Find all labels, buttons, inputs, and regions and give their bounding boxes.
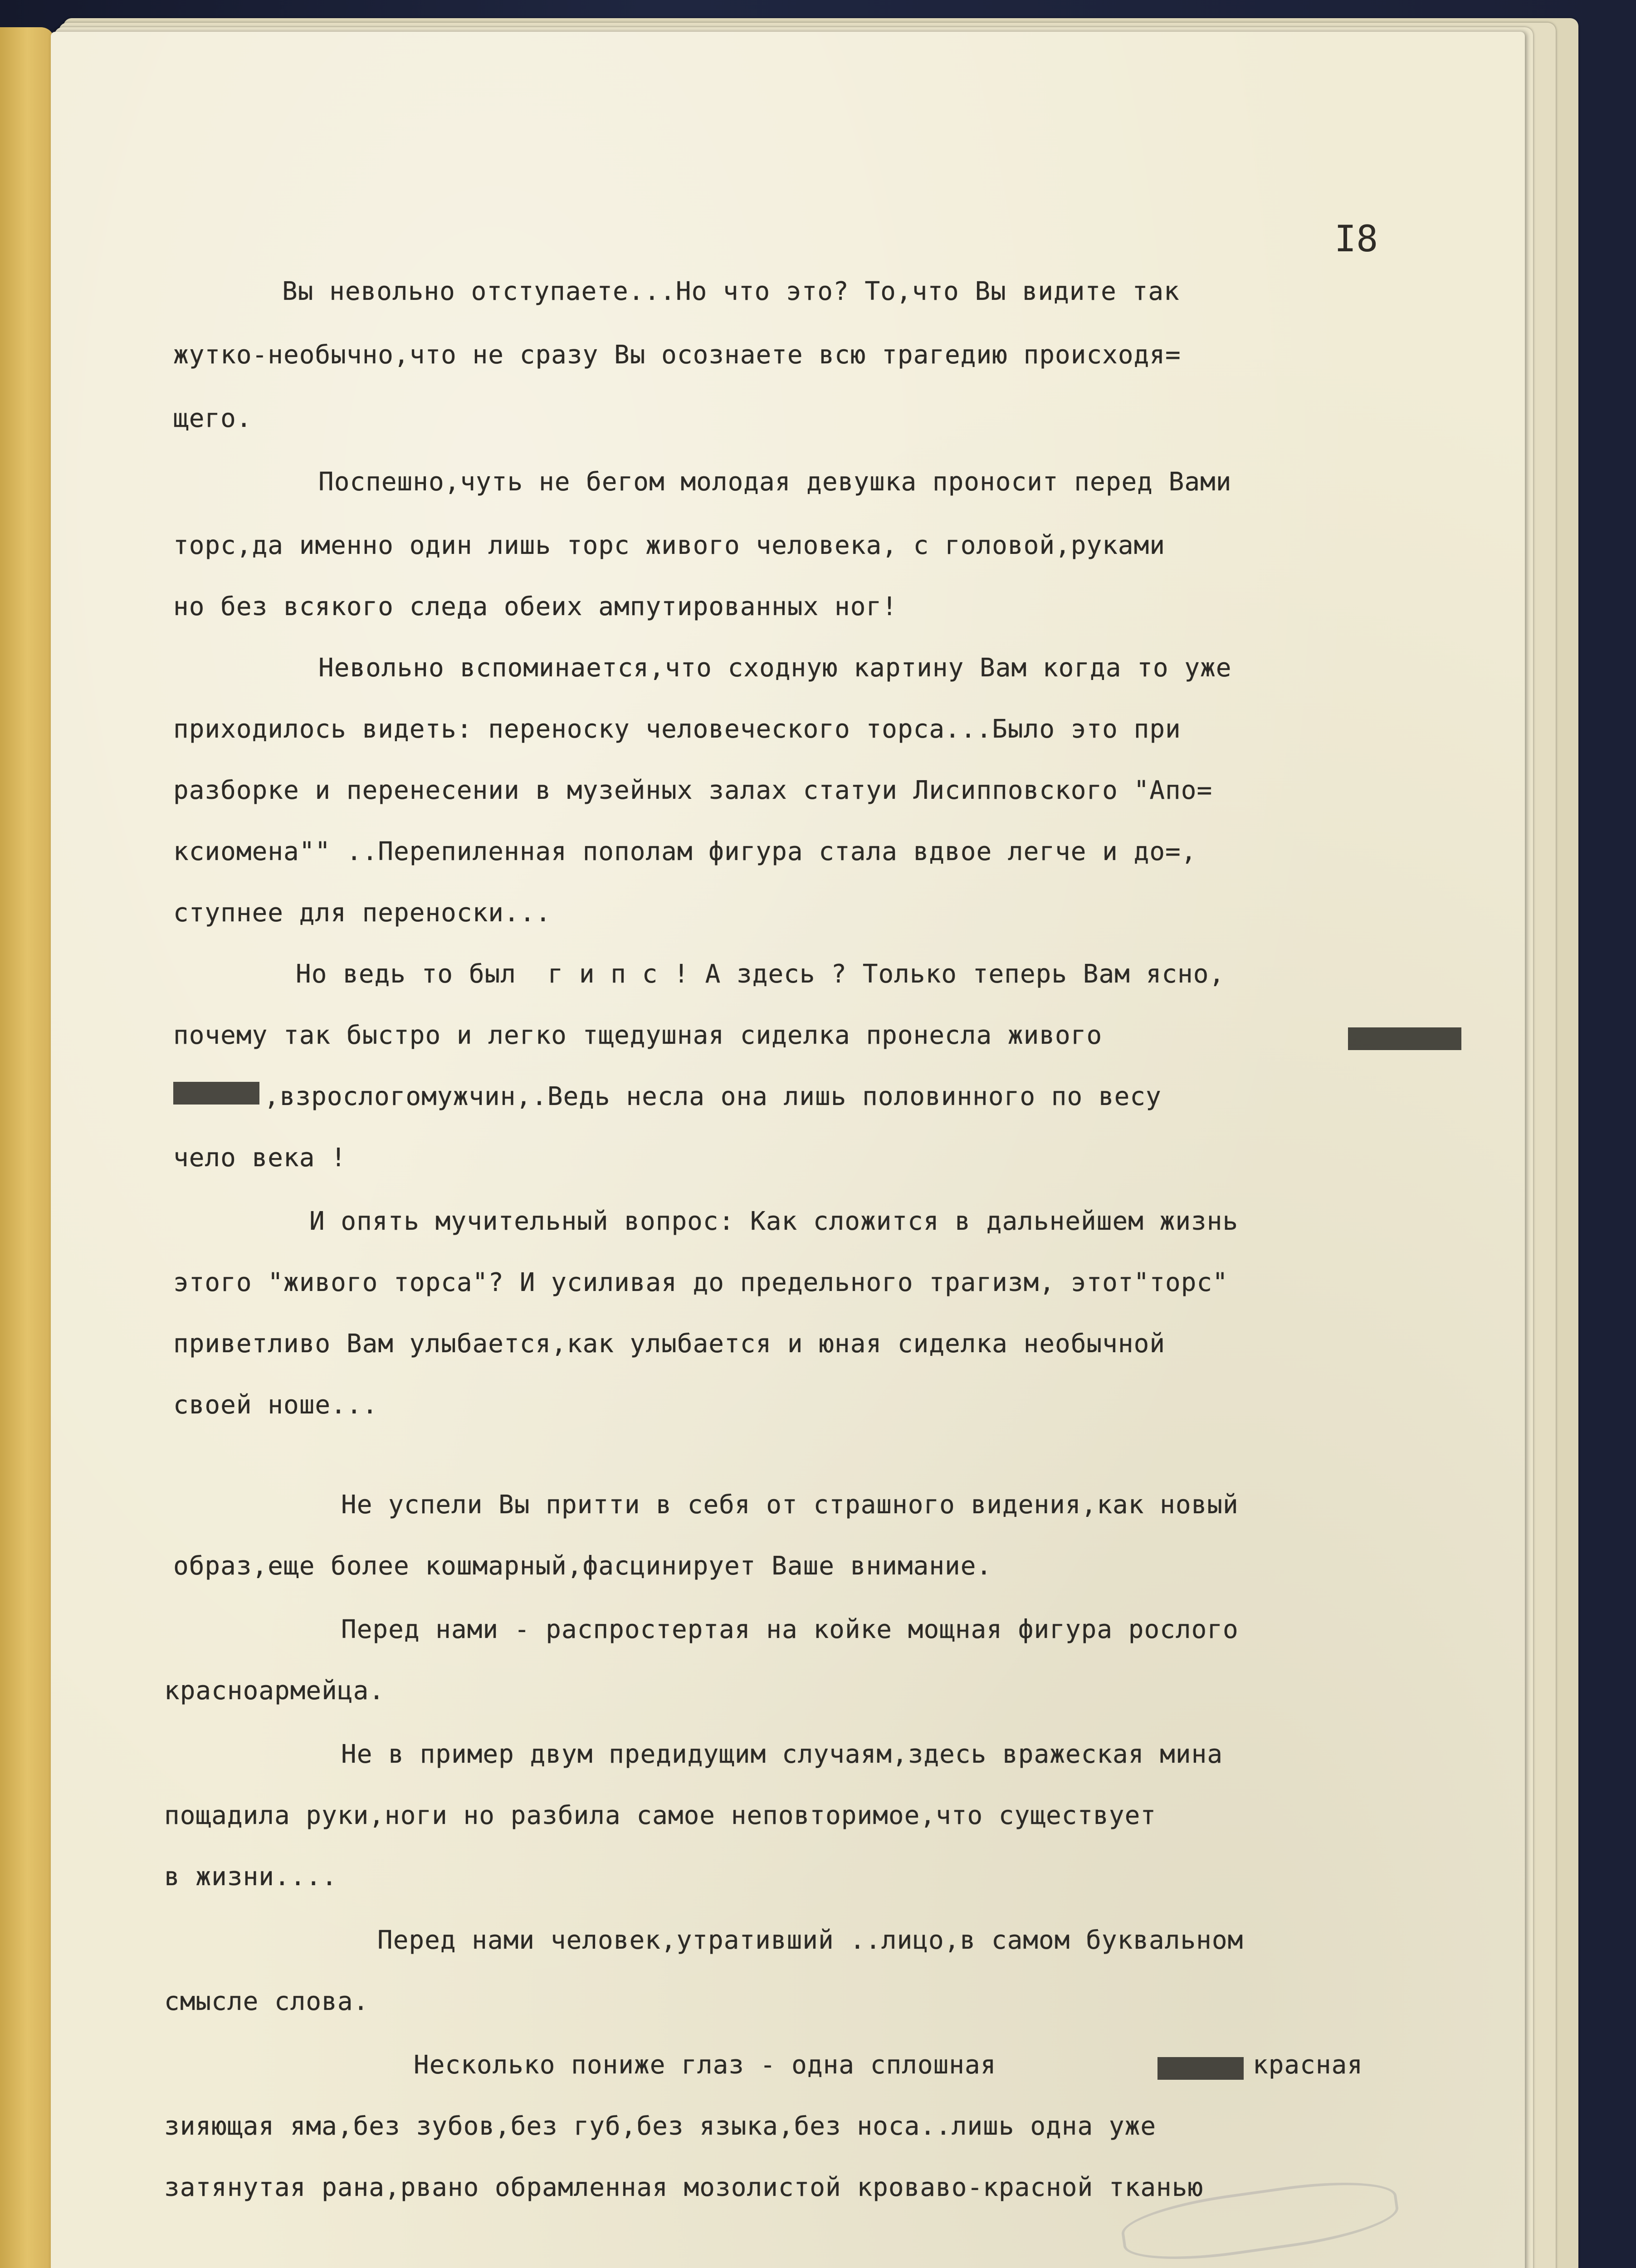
text-line: затянутая рана,рвано обрамленная мозолистой кроваво-красной тканью <box>164 2173 1204 2202</box>
text-line: ступнее для переноски... <box>173 898 552 928</box>
text-line: красная <box>1253 2050 1363 2080</box>
text-line: жутко-необычно,что не сразу Вы осознаете всю трагедию происходя= <box>173 340 1181 370</box>
text-line: но без всякого следа обеих ампутированных ног! <box>173 592 898 621</box>
text-line: приветливо Вам улыбается,как улыбается и юная сиделка необычной <box>173 1329 1166 1359</box>
text-line: ,взрослогомужчин,.Ведь несла она лишь половинного по весу <box>264 1082 1162 1111</box>
text-line: чело века ! <box>173 1143 347 1173</box>
text-line: пощадила руки,ноги но разбила самое неповторимое,что существует <box>164 1801 1157 1830</box>
text-line: красноармейца. <box>164 1676 385 1706</box>
text-line: ксиомена"" ..Перепиленная пополам фигура стала вдвое легче и до=, <box>173 837 1197 866</box>
text-line: в жизни.... <box>164 1862 337 1892</box>
text-line: разборке и перенесении в музейных залах статуи Лисипповского "Апо= <box>173 776 1213 805</box>
text-line: Но ведь то был г и п с ! А здесь ? Только теперь Вам ясно, <box>296 959 1225 989</box>
text-line: торс,да именно один лишь торс живого человека, с головой,руками <box>173 531 1166 560</box>
strikeout-block <box>1348 1027 1461 1050</box>
text-line: Не успели Вы притти в себя от страшного видения,как новый <box>341 1490 1239 1520</box>
text-line: этого "живого торса"? И усиливая до предельного трагизм, этот"торс" <box>173 1268 1228 1297</box>
binding-edge <box>0 27 54 2268</box>
typed-page <box>51 32 1525 2268</box>
text-line: Перед нами человек,утративший ..лицо,в самом буквальном <box>377 1926 1244 1955</box>
text-line: своей ноше... <box>173 1390 378 1420</box>
text-line: Вы невольно отступаете...Но что это? То,что Вы видите так <box>282 277 1180 306</box>
text-line: И опять мучительный вопрос: Как сложится в дальнейшем жизнь <box>309 1207 1239 1236</box>
text-line: щего. <box>173 404 252 433</box>
text-line: образ,еще более кошмарный,фасцинирует Ваше внимание. <box>173 1551 992 1581</box>
text-line: Несколько пониже глаз - одна сплошная <box>414 2050 996 2080</box>
text-line: Не в пример двум предидущим случаям,здесь вражеская мина <box>341 1740 1223 1769</box>
text-line: Невольно вспоминается,что сходную картину Вам когда то уже <box>318 653 1232 683</box>
strikeout-block <box>1157 2057 1244 2080</box>
text-line: смысле слова. <box>164 1987 369 2016</box>
page-number: I8 <box>1334 218 1378 260</box>
text-line: почему так быстро и легко тщедушная сиделка пронесла живого <box>173 1021 1103 1050</box>
text-line: зияющая яма,без зубов,без губ,без языка,без носа..лишь одна уже <box>164 2112 1157 2141</box>
text-line: Перед нами - распростертая на койке мощная фигура рослого <box>341 1615 1239 1644</box>
strikeout-block <box>173 1082 259 1105</box>
text-line: приходилось видеть: переноску человеческого торса...Было это при <box>173 714 1181 744</box>
text-line: Поспешно,чуть не бегом молодая девушка проносит перед Вами <box>318 467 1232 497</box>
